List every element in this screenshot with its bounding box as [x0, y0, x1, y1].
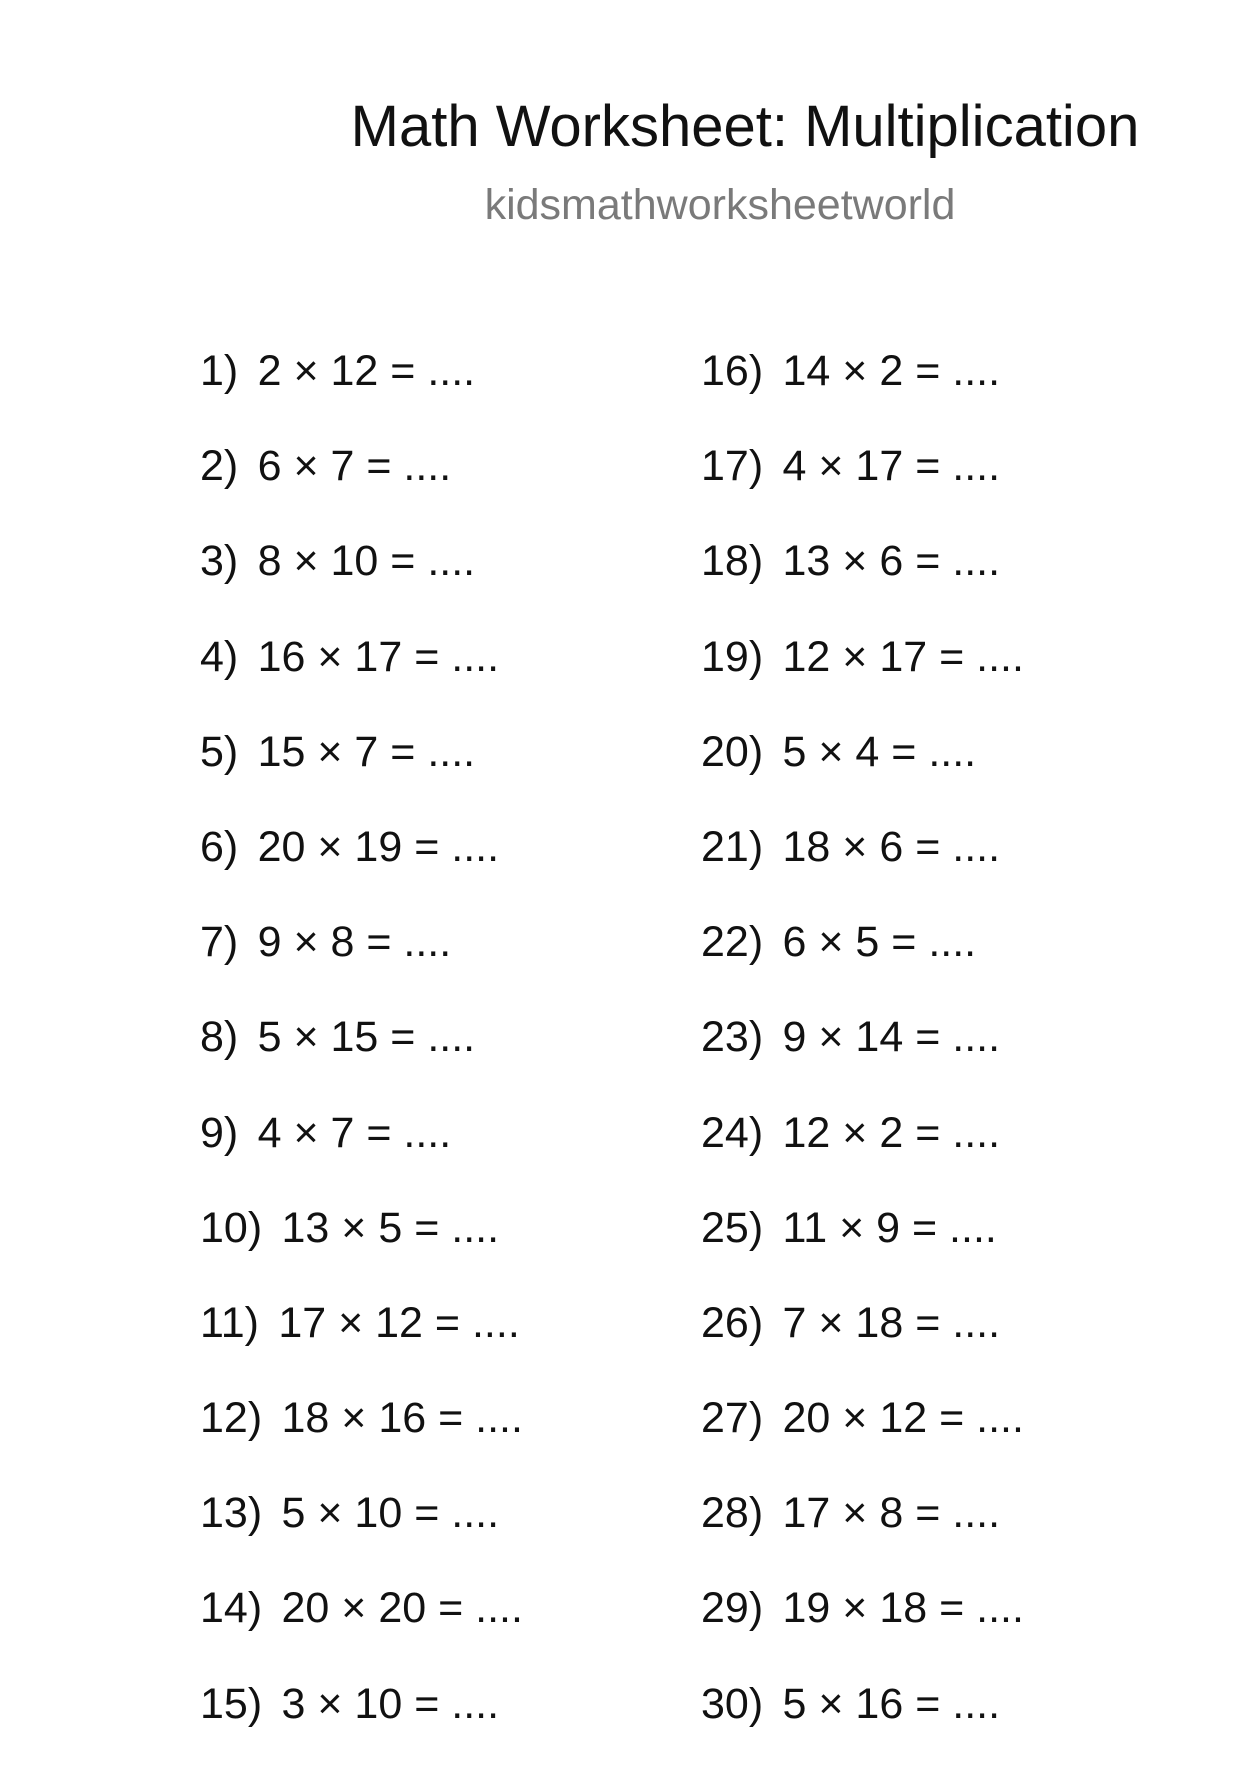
problem-4	[200, 632, 523, 731]
problem-expression: 5 × 10 = ....	[281, 1489, 500, 1538]
problem-9	[200, 1108, 523, 1207]
problem-18	[701, 537, 1024, 635]
problem-number: 13)	[200, 1489, 263, 1538]
problem-number: 18)	[701, 537, 764, 586]
problem-number: 5)	[200, 727, 239, 776]
problem-25	[701, 1203, 1024, 1302]
problem-expression: 17 × 8 = ....	[782, 1489, 1001, 1538]
problem-17	[701, 442, 1024, 540]
problem-number: 17)	[701, 442, 764, 491]
problem-number: 2)	[200, 442, 239, 491]
problem-expression: 12 × 17 = ....	[782, 632, 1024, 681]
problem-6	[200, 822, 523, 921]
problem-15	[200, 1679, 523, 1778]
problem-expression: 5 × 15 = ....	[257, 1013, 476, 1062]
problem-number: 19)	[701, 632, 764, 681]
problem-8	[200, 1013, 523, 1111]
problem-number: 10)	[200, 1203, 263, 1252]
problem-expression: 12 × 2 = ....	[782, 1108, 1001, 1157]
problem-21	[701, 822, 1024, 921]
problem-30	[701, 1679, 1024, 1778]
problem-number: 3)	[200, 537, 239, 586]
problem-number: 1)	[200, 347, 239, 395]
problem-expression: 16 × 17 = ....	[257, 632, 500, 681]
problem-28	[701, 1489, 1024, 1587]
problem-number: 23)	[701, 1013, 764, 1062]
problem-number: 22)	[701, 918, 764, 967]
problem-expression: 20 × 12 = ....	[782, 1394, 1024, 1443]
problem-expression: 11 × 9 = ....	[782, 1203, 997, 1252]
problem-number: 9)	[200, 1108, 239, 1157]
problem-number: 26)	[701, 1298, 764, 1347]
worksheet-subtitle: kidsmathworksheetworld	[484, 181, 956, 229]
problem-expression: 8 × 10 = ....	[257, 537, 476, 586]
problem-expression: 9 × 14 = ....	[782, 1013, 1001, 1062]
problem-column-right	[701, 347, 1024, 1778]
problem-14	[200, 1584, 523, 1682]
problem-11	[200, 1298, 523, 1397]
problem-expression: 17 × 12 = ....	[278, 1298, 520, 1347]
problem-column-left	[200, 347, 523, 1778]
problem-expression: 18 × 6 = ....	[782, 822, 1001, 871]
problem-22	[701, 918, 1024, 1016]
problem-number: 16)	[701, 347, 764, 395]
problem-expression: 5 × 4 = ....	[782, 727, 977, 776]
problem-expression: 4 × 17 = ....	[782, 442, 1001, 491]
problem-expression: 13 × 6 = ....	[782, 537, 1001, 586]
problem-expression: 6 × 5 = ....	[782, 918, 977, 967]
problem-expression: 4 × 7 = ....	[257, 1108, 452, 1157]
problem-number: 24)	[701, 1108, 764, 1157]
problem-24	[701, 1108, 1024, 1207]
problem-number: 14)	[200, 1584, 263, 1633]
problem-number: 27)	[701, 1394, 764, 1443]
problem-3	[200, 537, 523, 635]
problem-number: 12)	[200, 1394, 263, 1443]
problem-expression: 20 × 19 = ....	[257, 822, 500, 871]
problem-number: 20)	[701, 727, 764, 776]
problem-expression: 18 × 16 = ....	[281, 1394, 523, 1443]
worksheet-title: Math Worksheet: Multiplication	[350, 94, 1140, 159]
problem-2	[200, 442, 523, 540]
problem-number: 8)	[200, 1013, 239, 1062]
problem-number: 28)	[701, 1489, 764, 1538]
problem-number: 11)	[200, 1298, 259, 1347]
problem-number: 29)	[701, 1584, 764, 1633]
problem-7	[200, 918, 523, 1016]
problem-expression: 5 × 16 = ....	[782, 1679, 1001, 1728]
problem-expression: 13 × 5 = ....	[281, 1203, 500, 1252]
problem-number: 21)	[701, 822, 764, 871]
problem-number: 4)	[200, 632, 239, 681]
problem-expression: 6 × 7 = ....	[257, 442, 452, 491]
problem-expression: 3 × 10 = ....	[281, 1679, 500, 1728]
problem-number: 30)	[701, 1679, 764, 1728]
problem-10	[200, 1203, 523, 1302]
problem-23	[701, 1013, 1024, 1111]
problem-number: 25)	[701, 1203, 764, 1252]
problem-16	[701, 347, 1024, 445]
problem-13	[200, 1489, 523, 1587]
problem-27	[701, 1394, 1024, 1492]
problem-expression: 19 × 18 = ....	[782, 1584, 1024, 1633]
problem-20	[701, 727, 1024, 826]
problem-expression: 2 × 12 = ....	[257, 347, 476, 395]
problem-5	[200, 727, 523, 826]
problem-12	[200, 1394, 523, 1492]
problem-26	[701, 1298, 1024, 1397]
problem-expression: 15 × 7 = ....	[257, 727, 476, 776]
problem-expression: 9 × 8 = ....	[257, 918, 452, 967]
problem-number: 6)	[200, 822, 239, 871]
problem-19	[701, 632, 1024, 731]
problem-expression: 7 × 18 = ....	[782, 1298, 1001, 1347]
problem-1	[200, 347, 523, 445]
problem-number: 15)	[200, 1679, 263, 1728]
problem-expression: 14 × 2 = ....	[782, 347, 1001, 395]
problem-number: 7)	[200, 918, 239, 967]
problem-expression: 20 × 20 = ....	[281, 1584, 523, 1633]
problem-29	[701, 1584, 1024, 1682]
